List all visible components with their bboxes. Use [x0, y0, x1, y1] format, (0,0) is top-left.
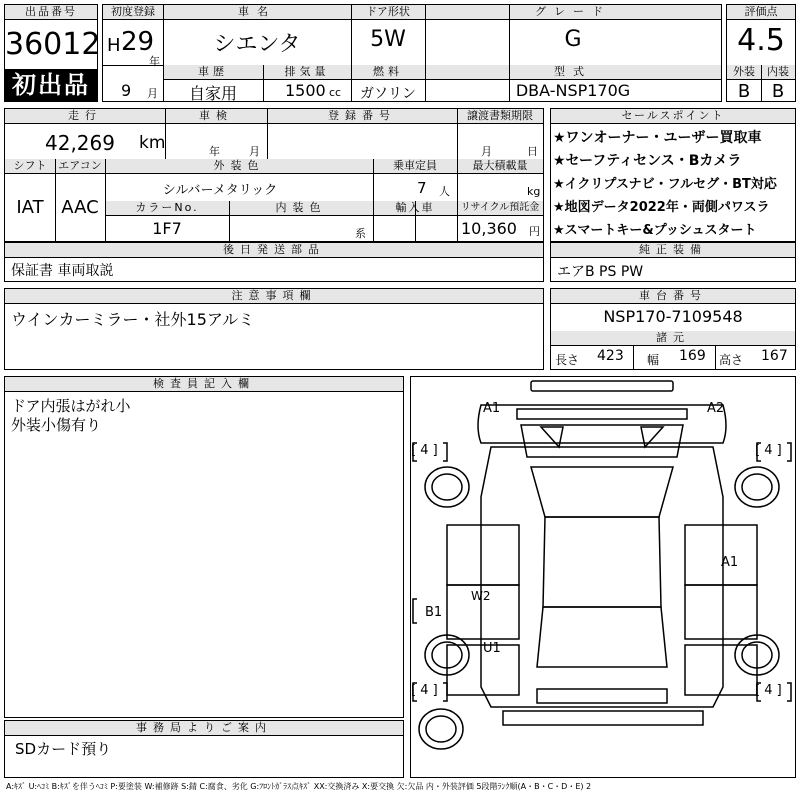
capacity-unit: 人 — [439, 185, 450, 198]
height-label: 高さ — [719, 353, 744, 367]
score-box — [726, 4, 796, 102]
equipment-box — [550, 242, 796, 282]
car-outline-diagram — [411, 377, 794, 776]
exterior-color-label: 外装色 — [213, 159, 265, 172]
grade-label: グレード — [535, 5, 611, 18]
length-label: 長さ — [555, 353, 580, 367]
inspector-line-1: ドア内張はがれ小 — [11, 397, 131, 415]
sales-point-3: ★イクリプスナビ・フルセグ・BT対応 — [553, 177, 777, 192]
legend-text: A:ｷｽﾞ U:ﾍｺﾐ B:ｷｽﾞを伴うﾍｺﾐ P:要塗装 W:補修跡 S:錆 C:腐食、劣化 G:ﾌﾛﾝﾄｶﾞﾗｽ点ｷｽﾞ XX:交換済み X:要交換 欠:欠品 内・外装評価 5段階ﾗﾝｸ順(A・B・C・D・E) 2 — [6, 782, 592, 791]
chassis-value: NSP170-7109548 — [603, 307, 743, 326]
displacement-label: 排気量 — [284, 65, 330, 78]
notes-value: ウインカーミラー・社外15アルミ — [11, 310, 255, 329]
color-no-label: カラーNo. — [135, 201, 199, 214]
later-parts-value: 保証書 車両取説 — [11, 263, 114, 279]
exterior-score-label: 外装 — [733, 65, 755, 78]
tire-mark-front-left: [ 4 ] — [411, 443, 438, 458]
model-label: 型式 — [554, 65, 592, 78]
color-no-value: 1F7 — [152, 219, 182, 238]
registration-era: H — [107, 35, 121, 56]
car-name-value: シエンタ — [213, 32, 301, 57]
sales-point-1: ★ワンオーナー・ユーザー買取車 — [553, 130, 762, 146]
office-label: 事務局よりご案内 — [5, 721, 403, 736]
aircon-label: エアコン — [58, 159, 102, 172]
tire-mark-rear-right: [ 4 ] — [755, 683, 782, 698]
office-value: SDカード預り — [15, 740, 112, 758]
door-label: ドア形状 — [366, 5, 410, 18]
sales-points-box — [550, 108, 796, 242]
aircon-value: AAC — [61, 197, 99, 218]
transfer-label: 譲渡書類期限 — [467, 109, 533, 122]
score-label: 評価点 — [727, 5, 795, 20]
chassis-box — [550, 288, 796, 370]
grade-value: G — [564, 27, 582, 52]
door-value: 5W — [370, 27, 406, 52]
interior-score: B — [771, 81, 785, 102]
interior-score-label: 内装 — [767, 65, 789, 78]
lot-label: 出品番号 — [5, 5, 97, 20]
history-label: 車歴 — [198, 65, 228, 78]
registration-label: 初度登録 — [111, 5, 155, 18]
equipment-label: 純正装備 — [551, 243, 795, 258]
capacity-value: 7 — [417, 179, 427, 197]
registration-year: 29 — [121, 27, 155, 57]
sales-point-2: ★セーフティセンス・Bカメラ — [553, 153, 742, 169]
height-value: 167 — [761, 348, 788, 364]
recycle-label: リサイクル預託金 — [460, 202, 540, 213]
inspector-line-2: 外装小傷有り — [11, 416, 102, 434]
car-name-label: 車名 — [238, 5, 276, 18]
registration-year-unit: 年 — [149, 55, 160, 68]
chassis-label: 車台番号 — [551, 289, 795, 304]
shift-label: シフト — [13, 159, 47, 172]
transfer-month-unit: 月 — [481, 145, 492, 158]
office-box — [4, 720, 404, 778]
length-value: 423 — [597, 348, 624, 364]
equipment-value: エアB PS PW — [557, 264, 644, 280]
displacement-value: 1500 — [285, 81, 326, 100]
score-value: 4.5 — [737, 23, 785, 58]
inspection-month-unit: 月 — [249, 145, 260, 158]
inspection-label: 車検 — [199, 109, 233, 122]
mileage-unit: km — [139, 133, 166, 153]
exterior-score: B — [737, 81, 751, 102]
exterior-color-value: シルバーメタリック — [162, 183, 278, 198]
lot-status-badge: 初出品 — [5, 69, 97, 102]
load-unit: kg — [527, 185, 541, 198]
recycle-unit: 円 — [529, 225, 540, 238]
damage-mark-a1-side: A1 — [721, 555, 739, 570]
interior-color-label: 内装色 — [275, 201, 327, 214]
lot-number: 36012 — [5, 27, 101, 62]
registration-month-unit: 月 — [147, 87, 158, 100]
interior-color-suffix: 系 — [355, 227, 366, 240]
later-parts-label: 後日発送部品 — [5, 243, 543, 258]
history-value: 自家用 — [188, 84, 237, 103]
model-value: DBA-NSP170G — [515, 81, 631, 100]
displacement-unit: cc — [329, 86, 342, 99]
damage-mark-a2-front: A2 — [707, 401, 725, 416]
damage-mark-b1: B1 — [425, 605, 443, 620]
plate-label: 登録番号 — [328, 109, 396, 122]
shift-value: IAT — [16, 197, 44, 218]
vehicle-header-box — [102, 4, 722, 102]
sales-points-label: セールスポイント — [551, 109, 795, 124]
mileage-label: 走行 — [68, 109, 102, 122]
inspector-box — [4, 376, 404, 718]
transfer-day-unit: 日 — [527, 145, 538, 158]
inspector-label: 検査員記入欄 — [5, 377, 403, 392]
car-diagram — [410, 376, 796, 778]
specs-label: 諸元 — [551, 331, 795, 346]
notes-box — [4, 288, 544, 370]
capacity-label: 乗車定員 — [393, 159, 437, 172]
width-label: 幅 — [647, 353, 660, 367]
load-label: 最大積載量 — [472, 159, 528, 172]
mileage-value: 42,269 — [45, 131, 115, 155]
damage-mark-u1: U1 — [483, 641, 501, 656]
later-parts-box — [4, 242, 544, 282]
inspection-year-unit: 年 — [209, 145, 220, 158]
sales-point-5: ★スマートキー&プッシュスタート — [553, 223, 757, 238]
notes-label: 注意事項欄 — [5, 289, 543, 304]
lot-box — [4, 4, 101, 102]
sales-point-4: ★地図データ2022年・両側パワスラ — [553, 200, 770, 215]
tire-mark-rear-left: [ 4 ] — [411, 683, 438, 698]
damage-mark-a1-front: A1 — [483, 401, 501, 416]
registration-month: 9 — [121, 81, 132, 100]
damage-mark-w2: W2 — [471, 589, 491, 603]
import-label: 輸入車 — [395, 201, 435, 214]
tire-mark-front-right: [ 4 ] — [755, 443, 782, 458]
fuel-label: 燃料 — [373, 65, 403, 78]
width-value: 169 — [679, 348, 706, 364]
detail-box — [4, 108, 544, 242]
recycle-value: 10,360 — [461, 219, 517, 238]
fuel-value: ガソリン — [360, 86, 416, 102]
